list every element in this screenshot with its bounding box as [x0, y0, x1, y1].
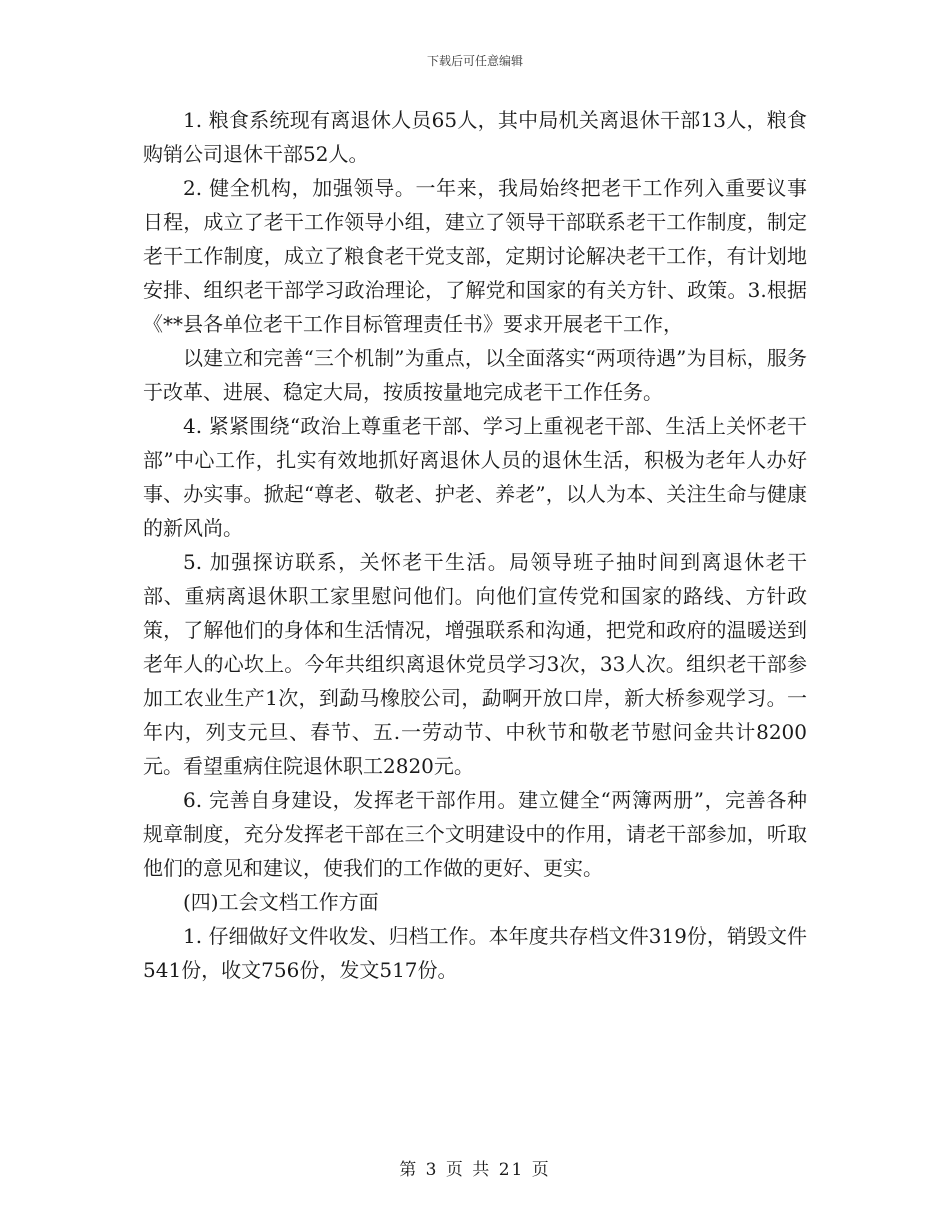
- paragraph-three-mechanisms: 以建立和完善“三个机制”为重点，以全面落实“两项待遇”为目标，服务于改革、进展、稳定大局，按质按量地完成老干工作任务。: [143, 346, 807, 404]
- paragraph-self-construction: 6. 完善自身建设，发挥老干部作用。建立健全“两簿两册”，完善各种规章制度，充分发挥老干部在三个文明建设中的作用，请老干部参加，听取他们的意见和建议，使我们的工作做的更好、更实。: [143, 788, 807, 880]
- paragraph-file-archiving: 1. 仔细做好文件收发、归档工作。本年度共存档文件319份，销毁文件541份，收文756份，发文517份。: [143, 924, 807, 982]
- document-body: [143, 103, 807, 987]
- page-header-note: 下载后可任意编辑: [426, 54, 523, 68]
- paragraph-organization-leadership: 2. 健全机构，加强领导。一年来，我局始终把老干工作列入重要议事日程，成立了老干工作领导小组，建立了领导干部联系老干工作制度，制定老干工作制度，成立了粮食老干党支部，定期讨论解决老干工作，有计划地安排、组织老干部学习政治理论，了解党和国家的有关方针、政策。3.根据《**县各单位老干工作目标管理责任书》要求开展老干工作，: [143, 176, 807, 336]
- page-number-footer: 第 3 页 共 21 页: [399, 1160, 551, 1180]
- paragraph-visits-care: 5. 加强探访联系，关怀老干生活。局领导班子抽时间到离退休老干部、重病离退休职工家里慰问他们。向他们宣传党和国家的路线、方针政策，了解他们的身体和生活情况，增强联系和沟通，把党和政府的温暖送到老年人的心坎上。今年共组织离退休党员学习3次，33人次。组织老干部参加工农业生产1次，到勐马橡胶公司，勐啊开放口岸，新大桥参观学习。一年内，列支元旦、春节、五.一劳动节、中秋节和敬老节慰问金共计8200元。看望重病住院退休职工2820元。: [143, 550, 807, 778]
- paragraph-retiree-count: 1. 粮食系统现有离退休人员65人，其中局机关离退休干部13人，粮食购销公司退休干部52人。: [143, 108, 807, 166]
- section-heading-union-archives: (四)工会文档工作方面: [183, 890, 379, 914]
- paragraph-respect-elders: 4. 紧紧围绕“政治上尊重老干部、学习上重视老干部、生活上关怀老干部”中心工作，扎实有效地抓好离退休人员的退休生活，积极为老年人办好事、办实事。掀起“尊老、敬老、护老、养老”，以人为本、关注生命与健康的新风尚。: [143, 414, 807, 540]
